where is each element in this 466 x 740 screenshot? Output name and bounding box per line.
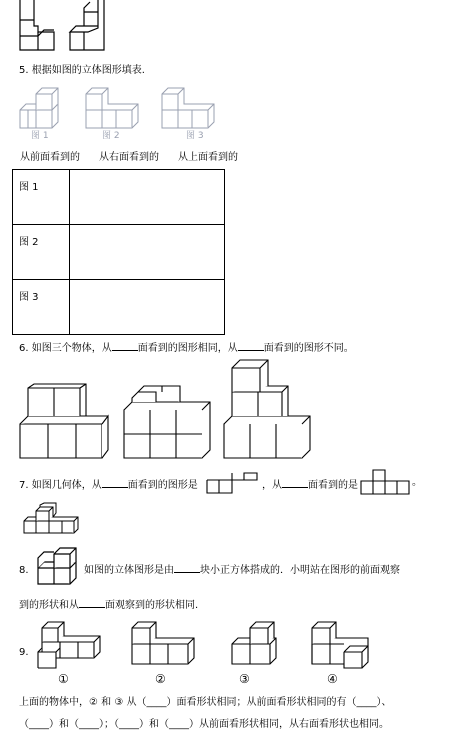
- q8-blank-2[interactable]: [79, 597, 105, 608]
- q8-line-1: 如图的立体图形是由 块小正方体搭成的．小明站在图形的前面观察: [84, 562, 400, 577]
- q5-row-label: 图 1: [13, 170, 70, 225]
- q7-top-view-shape: [360, 469, 410, 495]
- q9-label-2: ②: [155, 672, 166, 686]
- q9-line-1: 上面的物体中，② 和 ③ 从（____）面看形状相同；从前面看形状相同的有（____）、: [19, 697, 392, 708]
- q5-fig-label-3: 图 3: [186, 131, 204, 141]
- q9-label-3: ③: [239, 672, 250, 686]
- q9-figure-4: [310, 622, 370, 670]
- q5-answer-table: [12, 169, 225, 335]
- q9-number: 9.: [19, 647, 29, 658]
- q7-question-tail: ，从 面看到的是: [262, 477, 358, 492]
- q5-answer-cell[interactable]: [70, 280, 225, 335]
- q5-col-header-right: 从右面看到的: [99, 152, 159, 163]
- q6-blank-2[interactable]: [238, 340, 264, 351]
- q7-end: 。: [412, 477, 422, 488]
- q5-row-label: 图 3: [13, 280, 70, 335]
- q7-blank-1[interactable]: [102, 477, 128, 488]
- q6-blank-1[interactable]: [112, 340, 138, 351]
- q6-figure-1: [18, 384, 108, 462]
- q8-figure: [36, 546, 82, 586]
- top-partial-figure-right: [68, 0, 108, 56]
- q9-figure-1: [36, 622, 102, 670]
- q7-figure: [22, 503, 80, 537]
- q5-fig-label-2: 图 2: [102, 131, 120, 141]
- q5-figure-3: [160, 86, 220, 130]
- q5-fig-label-1: 图 1: [31, 131, 49, 141]
- q6-figure-3: [222, 360, 312, 462]
- top-partial-figure-left: [18, 0, 58, 56]
- q8-line-2: 到的形状和从 面观察到的形状相同.: [19, 597, 198, 612]
- q5-answer-cell[interactable]: [70, 170, 225, 225]
- q9-label-4: ④: [327, 672, 338, 686]
- q5-question: 根据如图的立体图形填表.: [31, 65, 145, 76]
- q5-figure-2: [84, 86, 144, 130]
- q7-question: 7. 如图几何体，从 面看到的图形是: [19, 477, 198, 492]
- q9-line-2: （____）和（____）；（____）和（____）从前面看形状相同，从右面看形状也相同。: [19, 719, 389, 730]
- q5-figure-1: [18, 86, 66, 130]
- q9-figure-3: [230, 622, 280, 666]
- q8-number: 8.: [19, 565, 29, 576]
- q7-blank-2[interactable]: [282, 477, 308, 488]
- q8-blank-1[interactable]: [174, 562, 200, 573]
- q5-answer-cell[interactable]: [70, 225, 225, 280]
- q9-figure-2: [130, 622, 196, 666]
- q6-question: 6. 如图三个物体，从 面看到的图形相同，从 面看到的图形不同。: [19, 340, 354, 355]
- q5-col-header-top: 从上面看到的: [178, 152, 238, 163]
- q7-front-view-shape: [206, 472, 258, 494]
- q6-figure-2: [122, 384, 212, 462]
- q5-col-header-front: 从前面看到的: [20, 152, 80, 163]
- q5-number: 5.: [19, 65, 29, 76]
- q5-row-label: 图 2: [13, 225, 70, 280]
- q9-label-1: ①: [58, 672, 69, 686]
